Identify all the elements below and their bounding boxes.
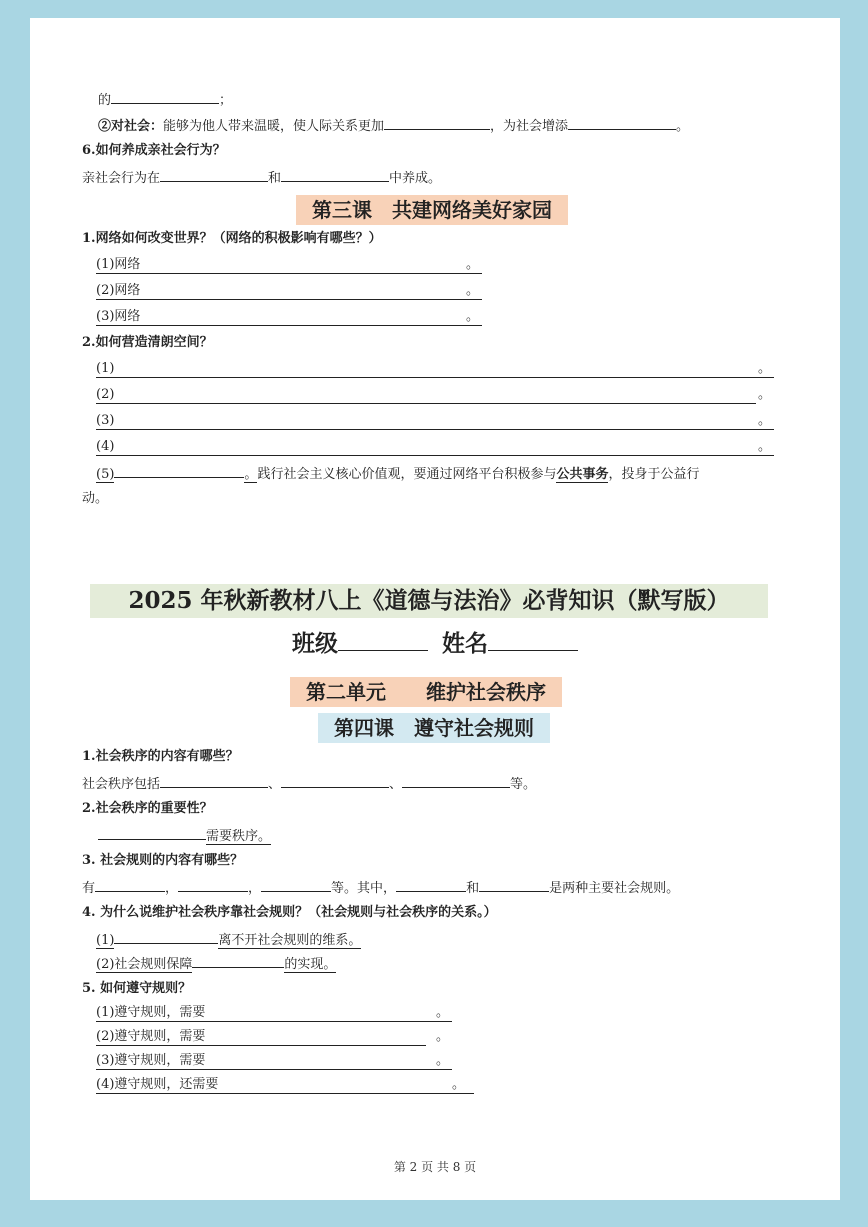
- fill-line[interactable]: (1)网络 。: [96, 256, 482, 274]
- question-heading: 3. 社会规则的内容有哪些？: [82, 853, 244, 868]
- blank[interactable]: [261, 878, 331, 892]
- blank[interactable]: [114, 464, 244, 478]
- question-heading: 5. 如何遵守规则？: [82, 981, 192, 996]
- wrapped-text: 动。: [82, 491, 109, 506]
- blank[interactable]: [98, 826, 206, 840]
- blank[interactable]: [160, 774, 268, 788]
- fill-line[interactable]: (4) 。: [96, 438, 774, 456]
- fill-line[interactable]: (3)网络 。: [96, 308, 482, 326]
- class-blank[interactable]: [338, 626, 428, 651]
- fill-line[interactable]: (3) 。: [96, 412, 774, 430]
- fill-line: (5) 。践行社会主义核心价值观，要通过网络平台积极参与公共事务，投身于公益行: [96, 464, 699, 484]
- fill-line[interactable]: (3)遵守规则，需要 。: [96, 1052, 452, 1070]
- fill-line[interactable]: (1)遵守规则，需要 。: [96, 1004, 452, 1022]
- name-blank[interactable]: [488, 626, 578, 651]
- question-heading: 6.如何养成亲社会行为？: [82, 143, 226, 158]
- blank[interactable]: [479, 878, 549, 892]
- fill-line: 的 ；: [98, 90, 232, 110]
- blank[interactable]: [160, 168, 268, 182]
- question-heading: 1.社会秩序的内容有哪些？: [82, 749, 239, 764]
- lesson-title: 第四课 遵守社会规则: [318, 713, 550, 743]
- fill-line: (1) 离不开社会规则的维系。: [96, 930, 361, 950]
- document-page: [30, 18, 840, 1200]
- blank[interactable]: [396, 878, 466, 892]
- document-title: 2025 年秋新教材八上《道德与法治》必背知识（默写版）: [90, 584, 768, 618]
- blank[interactable]: [281, 774, 389, 788]
- fill-line[interactable]: (2)网络 。: [96, 282, 482, 300]
- question-heading: 2.如何营造清朗空间？: [82, 335, 213, 350]
- question-heading: 1.网络如何改变世界？（网络的积极影响有哪些？）: [82, 231, 382, 246]
- fill-line: 亲社会行为在 和 中养成。: [82, 168, 441, 188]
- blank[interactable]: [114, 930, 218, 944]
- unit-title: 第二单元 维护社会秩序: [290, 677, 562, 707]
- blank[interactable]: [95, 878, 165, 892]
- fill-line: (2)社会规则保障 的实现。: [96, 954, 336, 974]
- blank[interactable]: [568, 116, 676, 130]
- fill-line[interactable]: (2) 。: [96, 387, 772, 402]
- blank[interactable]: [402, 774, 510, 788]
- fill-line: 有 ， ， 等。其中， 和 是两种主要社会规则。: [82, 878, 679, 898]
- blank[interactable]: [192, 954, 284, 968]
- fill-line: 需要秩序。: [98, 826, 271, 846]
- blank[interactable]: [111, 90, 219, 104]
- question-heading: 4. 为什么说维护社会秩序靠社会规则？（社会规则与社会秩序的关系。）: [82, 905, 497, 920]
- blank[interactable]: [178, 878, 248, 892]
- fill-line[interactable]: (1) 。: [96, 360, 774, 378]
- question-heading: 2.社会秩序的重要性？: [82, 801, 213, 816]
- fill-line[interactable]: (2)遵守规则，需要 。: [96, 1029, 450, 1044]
- fill-line: ②对社会：能够为他人带来温暖，使人际关系更加 ，为社会增添 。: [98, 116, 689, 136]
- blank[interactable]: [281, 168, 389, 182]
- fill-line: 社会秩序包括 、 、 等。: [82, 774, 536, 794]
- fill-line[interactable]: (4)遵守规则，还需要 。: [96, 1076, 474, 1094]
- lesson-title: 第三课 共建网络美好家园: [296, 195, 568, 225]
- page-footer: 第 2 页 共 8 页: [393, 1160, 477, 1174]
- student-info: 班级 姓名: [292, 626, 578, 661]
- blank[interactable]: [384, 116, 490, 130]
